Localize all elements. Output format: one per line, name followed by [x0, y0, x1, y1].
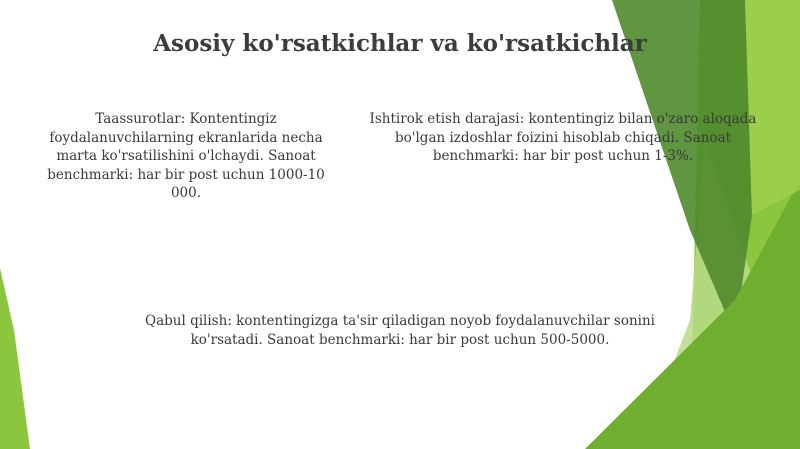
- slide-title: Asosiy ko'rsatkichlar va ko'rsatkichlar: [153, 30, 647, 57]
- impressions-text-block: Taassurotlar: Kontentingiz foydalanuvchilarning ekranlarida necha marta ko'rsatilishini o'lchaydi. Sanoat benchmarki: har bir post uchun 1000-10 000.: [47, 111, 325, 201]
- reach-text-block: Qabul qilish: kontentingizga ta'sir qiladigan noyob foydalanuvchilar sonini ko'rsatadi. Sanoat benchmarki: har bir post uchun 500-5000.: [145, 313, 655, 348]
- left-green-wedge: [0, 268, 30, 449]
- highlight-wedge: [745, 0, 800, 215]
- engagement-text-block: Ishtirok etish darajasi: kontentingiz bilan o'zaro aloqada bo'lgan izdoshlar foizini hisoblab chiqadi. Sanoat benchmarki: har bir post uchun 1-3%.: [369, 111, 757, 164]
